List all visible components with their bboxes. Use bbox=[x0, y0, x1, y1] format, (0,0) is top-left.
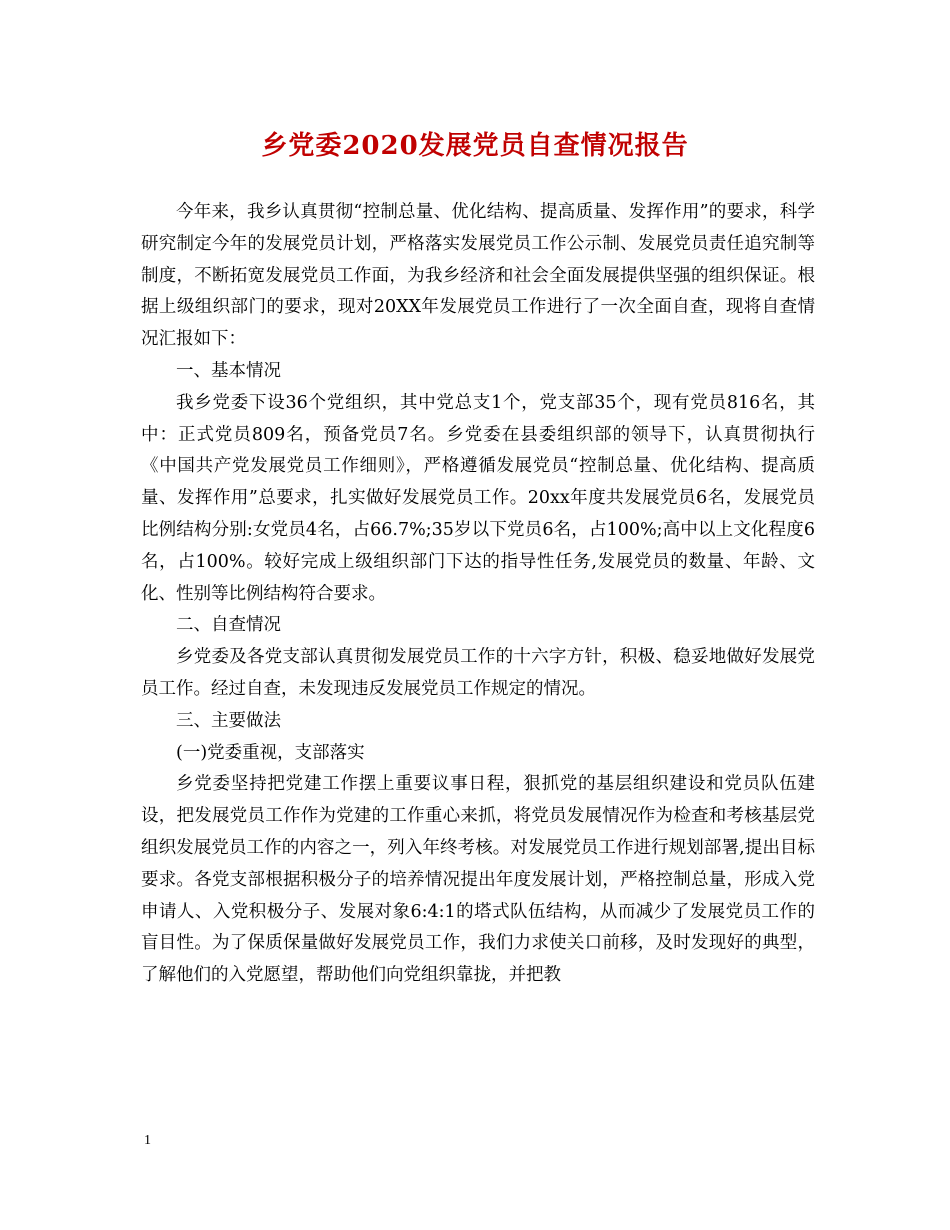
intro-paragraph: 今年来，我乡认真贯彻“控制总量、优化结构、提高质量、发挥作用”的要求，科学研究制定今年的发展党员计划，严格落实发展党员工作公示制、发展党员责任追究制等制度，不断拓宽发展党员工作面，为我乡经济和社会全面发展提供坚强的组织保证。根据上级组织部门的要求，现对20XX年发展党员工作进行了一次全面自查，现将自查情况汇报如下： bbox=[141, 202, 815, 350]
section-heading-self-check: 二、自查情况 bbox=[176, 615, 281, 636]
section-heading-basic: 一、基本情况 bbox=[176, 360, 281, 381]
page-number: 1 bbox=[144, 1133, 151, 1148]
practices-paragraph: 乡党委坚持把党建工作摆上重要议事日程，狠抓党的基层组织建设和党员队伍建设，把发展党员工作作为党建的工作重心来抓，将党员发展情况作为检查和考核基层党组织发展党员工作的内容之一，列入年终考核。对发展党员工作进行规划部署,提出目标要求。各党支部根据积极分子的培养情况提出年度发展计划，严格控制总量，形成入党申请人、入党积极分子、发展对象6:4:1的塔式队伍结构，从而减少了发展党员工作的盲目性。为了保质保量做好发展党员工作，我们力求使关口前移，及时发现好的典型，了解他们的入党愿望，帮助他们向党组织靠拢，并把教 bbox=[141, 774, 815, 986]
section-heading-practices: 三、主要做法 bbox=[176, 710, 281, 731]
subsection-heading: (一)党委重视，支部落实 bbox=[176, 742, 365, 763]
document-body bbox=[141, 197, 815, 992]
basic-info-paragraph: 我乡党委下设36个党组织，其中党总支1个，党支部35个，现有党员816名，其中：正式党员809名，预备党员7名。乡党委在县委组织部的领导下，认真贯彻执行《中国共产党发展党员工作细则》，严格遵循发展党员“控制总量、优化结构、提高质量、发挥作用”总要求，扎实做好发展党员工作。20xx年度共发展党员6名，发展党员比例结构分别:女党员4名，占66.7%;35岁以下党员6名，占100%;高中以上文化程度6名，占100%。较好完成上级组织部门下达的指导性任务,发展党员的数量、年龄、文化、性别等比例结构符合要求。 bbox=[141, 392, 815, 604]
self-check-paragraph: 乡党委及各党支部认真贯彻发展党员工作的十六字方针，积极、稳妥地做好发展党员工作。经过自查，未发现违反发展党员工作规定的情况。 bbox=[141, 647, 815, 699]
document-title: 乡党委2020发展党员自查情况报告 bbox=[261, 131, 689, 161]
